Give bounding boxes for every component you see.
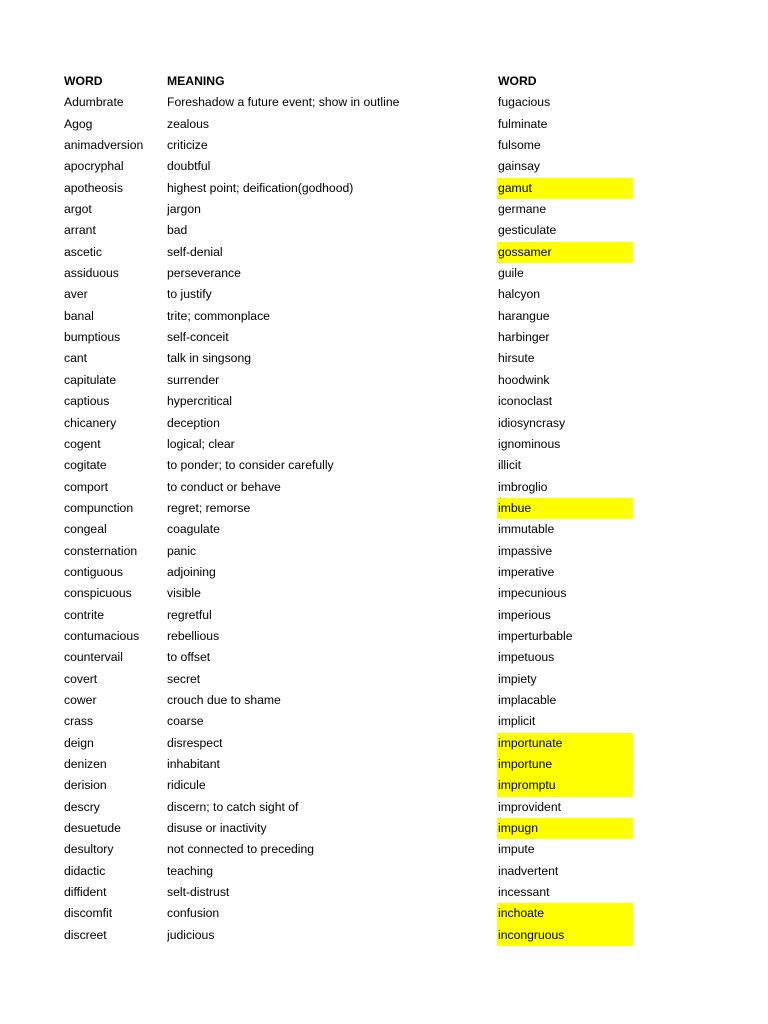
meaning-cell: visible xyxy=(167,586,201,601)
table-row xyxy=(0,797,768,818)
word-cell-second: implacable xyxy=(498,692,557,707)
table-row xyxy=(0,626,768,647)
table-row xyxy=(0,348,768,369)
table-row xyxy=(0,263,768,284)
highlighted-word-cell: imbue xyxy=(497,498,633,519)
word-cell: cogitate xyxy=(64,458,107,473)
word-cell-second: implicit xyxy=(498,714,536,729)
table-row xyxy=(0,647,768,668)
word-cell: desultory xyxy=(64,842,114,857)
word-cell: comport xyxy=(64,479,109,494)
word-cell: deign xyxy=(64,735,94,750)
meaning-cell: self-denial xyxy=(167,244,223,259)
meaning-cell: adjoining xyxy=(167,564,216,579)
word-cell: banal xyxy=(64,308,94,323)
word-cell: consternation xyxy=(64,543,138,558)
meaning-cell: criticize xyxy=(167,138,208,153)
highlighted-word-cell: impugn xyxy=(497,818,633,839)
meaning-cell: to justify xyxy=(167,287,212,302)
table-row xyxy=(0,861,768,882)
word-cell-second: impassive xyxy=(498,543,553,558)
word-cell: captious xyxy=(64,394,110,409)
meaning-cell: doubtful xyxy=(167,159,211,174)
meaning-cell: surrender xyxy=(167,372,220,387)
meaning-cell: zealous xyxy=(167,116,210,131)
vocabulary-sheet xyxy=(0,71,768,946)
table-row xyxy=(0,391,768,412)
table-row xyxy=(0,178,768,199)
word-cell: apotheosis xyxy=(64,180,123,195)
word-cell-second: imperative xyxy=(498,564,555,579)
word-cell-second: fugacious xyxy=(498,95,551,110)
table-row xyxy=(0,669,768,690)
table-row xyxy=(0,562,768,583)
meaning-cell: regret; remorse xyxy=(167,500,251,515)
word-cell-second: harangue xyxy=(498,308,550,323)
word-cell-second: imperturbable xyxy=(498,628,573,643)
table-row xyxy=(0,519,768,540)
word-cell: aver xyxy=(64,287,88,302)
meaning-cell: teaching xyxy=(167,863,214,878)
word-cell: argot xyxy=(64,202,92,217)
highlighted-word-cell: impromptu xyxy=(497,775,633,796)
word-cell: cant xyxy=(64,351,88,366)
word-cell: compunction xyxy=(64,500,134,515)
word-cell: Adumbrate xyxy=(64,95,124,110)
word-cell: diffident xyxy=(64,885,107,900)
word-cell: crass xyxy=(64,714,94,729)
word-cell: capitulate xyxy=(64,372,117,387)
word-cell: didactic xyxy=(64,863,106,878)
table-row xyxy=(0,455,768,476)
table-row xyxy=(0,818,768,839)
word-cell: denizen xyxy=(64,757,107,771)
table-row xyxy=(0,327,768,348)
table-row xyxy=(0,541,768,562)
table-row xyxy=(0,498,768,519)
meaning-cell: Foreshadow a future event; show in outline xyxy=(167,95,400,110)
word-cell-second: fulsome xyxy=(498,138,541,153)
meaning-cell: self-conceit xyxy=(167,330,229,345)
word-cell-second: impute xyxy=(498,842,535,857)
meaning-cell: talk in singsong xyxy=(167,351,252,366)
meaning-cell: coarse xyxy=(167,714,204,729)
word-cell: ascetic xyxy=(64,244,102,259)
meaning-cell: to conduct or behave xyxy=(167,479,281,494)
table-row xyxy=(0,156,768,177)
word-cell-second: iconoclast xyxy=(498,394,553,409)
word-cell-second: incessant xyxy=(498,885,550,900)
table-row xyxy=(0,605,768,626)
word-cell-second: idiosyncrasy xyxy=(498,415,566,430)
word-cell: contumacious xyxy=(64,628,140,643)
word-cell: animadversion xyxy=(64,138,144,153)
word-cell-second: imbroglio xyxy=(498,479,548,494)
meaning-cell: trite; commonplace xyxy=(167,308,270,323)
table-row xyxy=(0,733,768,754)
word-cell: discomfit xyxy=(64,906,113,921)
word-cell-second: ignominous xyxy=(498,436,561,451)
table-row xyxy=(0,882,768,903)
word-cell: conspicuous xyxy=(64,586,132,601)
meaning-cell: to ponder; to consider carefully xyxy=(167,458,334,473)
word-cell-second: germane xyxy=(498,202,547,217)
header-row xyxy=(0,71,768,92)
meaning-cell: coagulate xyxy=(167,522,220,537)
meaning-cell: logical; clear xyxy=(167,436,235,451)
word-cell-second: fulminate xyxy=(498,116,548,131)
table-row xyxy=(0,690,768,711)
word-cell-second: hoodwink xyxy=(498,372,550,387)
header-meaning: MEANING xyxy=(167,74,225,88)
word-cell-second: impecunious xyxy=(498,586,567,601)
meaning-cell: deception xyxy=(167,415,220,430)
table-row xyxy=(0,284,768,305)
table-row xyxy=(0,92,768,113)
meaning-cell: selt-distrust xyxy=(167,885,230,900)
word-cell: assiduous xyxy=(64,266,119,281)
table-row xyxy=(0,839,768,860)
word-cell: countervail xyxy=(64,650,123,665)
highlighted-word-cell: incongruous xyxy=(497,925,633,946)
word-cell: congeal xyxy=(64,522,107,537)
word-cell-second: immutable xyxy=(498,522,555,537)
word-rows xyxy=(0,92,768,946)
table-row xyxy=(0,434,768,455)
table-row xyxy=(0,775,768,796)
word-cell-second: imperious xyxy=(498,607,551,622)
meaning-cell: panic xyxy=(167,543,197,558)
word-cell-second: illicit xyxy=(498,458,522,473)
word-cell-second: gainsay xyxy=(498,159,541,174)
word-cell: contrite xyxy=(64,607,104,622)
word-cell: derision xyxy=(64,778,107,793)
table-row xyxy=(0,135,768,156)
word-cell-second: hirsute xyxy=(498,351,535,366)
meaning-cell: hypercritical xyxy=(167,394,233,409)
table-row xyxy=(0,754,768,775)
table-row xyxy=(0,925,768,946)
highlighted-word-cell: gossamer xyxy=(497,242,633,263)
word-cell: bumptious xyxy=(64,330,121,345)
table-row xyxy=(0,583,768,604)
word-cell: Agog xyxy=(64,116,93,131)
highlighted-word-cell: importunate xyxy=(497,733,633,754)
table-row xyxy=(0,477,768,498)
meaning-cell: bad xyxy=(167,223,188,238)
meaning-cell: rebellious xyxy=(167,628,220,643)
word-cell: discreet xyxy=(64,927,107,942)
table-row xyxy=(0,220,768,241)
word-cell-second: impiety xyxy=(498,671,537,686)
word-cell: covert xyxy=(64,671,98,686)
table-row xyxy=(0,370,768,391)
word-cell-second: improvident xyxy=(498,799,561,814)
meaning-cell: secret xyxy=(167,671,201,686)
meaning-cell: perseverance xyxy=(167,266,241,281)
meaning-cell: to offset xyxy=(167,650,211,665)
word-cell-second: guile xyxy=(498,266,524,281)
highlighted-word-cell: inchoate xyxy=(497,903,633,924)
table-row xyxy=(0,903,768,924)
word-cell: arrant xyxy=(64,223,96,238)
word-cell: chicanery xyxy=(64,415,117,430)
meaning-cell: not connected to preceding xyxy=(167,842,315,857)
meaning-cell: inhabitant xyxy=(167,757,220,771)
meaning-cell: disuse or inactivity xyxy=(167,821,267,836)
table-row xyxy=(0,242,768,263)
word-cell-second: halcyon xyxy=(498,287,541,302)
meaning-cell: confusion xyxy=(167,906,220,921)
meaning-cell: regretful xyxy=(167,607,212,622)
word-cell: cower xyxy=(64,692,97,707)
word-cell: apocryphal xyxy=(64,159,124,174)
table-row xyxy=(0,711,768,732)
table-row xyxy=(0,114,768,135)
word-cell-second: harbinger xyxy=(498,330,550,345)
header-word: WORD xyxy=(64,74,103,88)
highlighted-word-cell: gamut xyxy=(497,178,633,199)
table-row xyxy=(0,413,768,434)
highlighted-word-cell: importune xyxy=(497,754,633,775)
word-cell-second: inadvertent xyxy=(498,863,559,878)
word-cell-second: impetuous xyxy=(498,650,555,665)
table-row xyxy=(0,306,768,327)
meaning-cell: highest point; deification(godhood) xyxy=(167,180,354,195)
word-cell: descry xyxy=(64,799,100,814)
word-cell-second: gesticulate xyxy=(498,223,557,238)
header-word-second: WORD xyxy=(498,74,537,88)
meaning-cell: judicious xyxy=(167,927,215,942)
meaning-cell: disrespect xyxy=(167,735,223,750)
table-row xyxy=(0,199,768,220)
word-cell: desuetude xyxy=(64,821,121,836)
meaning-cell: crouch due to shame xyxy=(167,692,281,707)
meaning-cell: jargon xyxy=(167,202,201,217)
meaning-cell: ridicule xyxy=(167,778,206,793)
meaning-cell: discern; to catch sight of xyxy=(167,799,299,814)
word-cell: cogent xyxy=(64,436,101,451)
word-cell: contiguous xyxy=(64,564,123,579)
